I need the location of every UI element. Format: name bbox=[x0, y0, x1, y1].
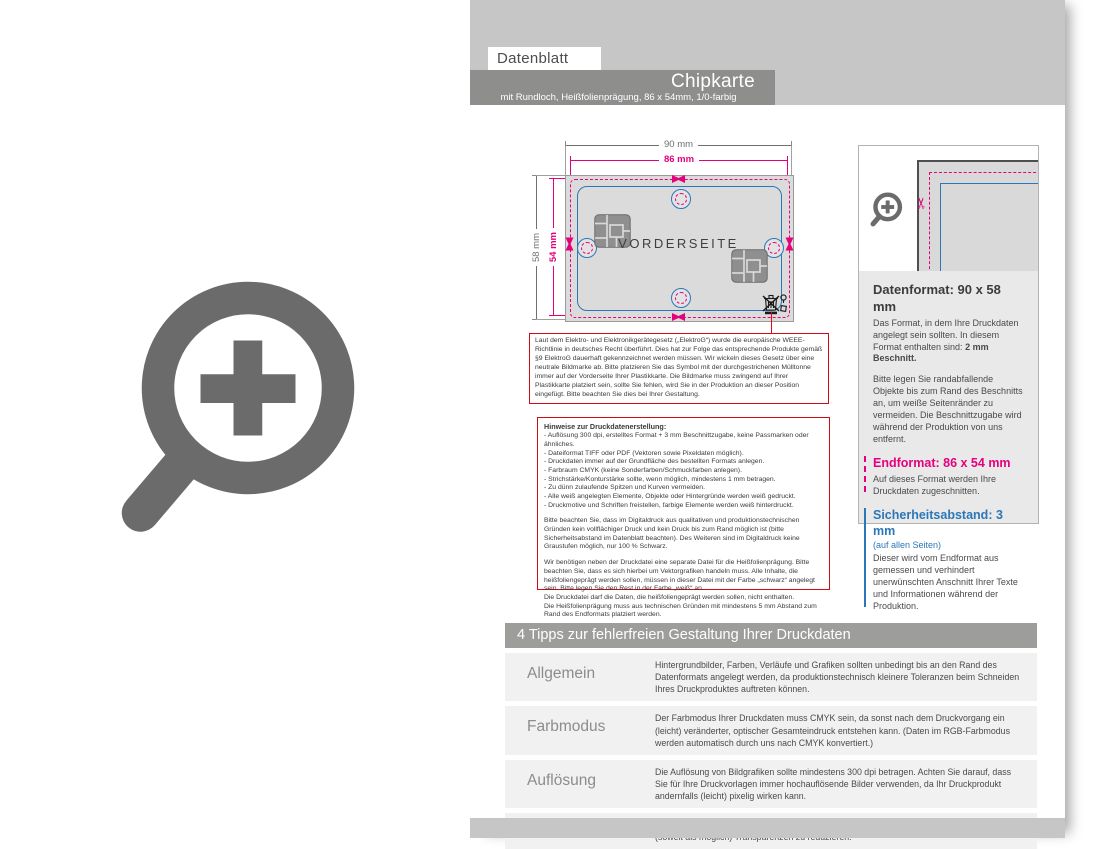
weee-note-box: Laut dem Elektro- und Elektronikgerätegesetz („ElektroG“) wurde die europäische WEEE-Richtlinie in deutsches Recht überführt. Dies hat zur Folge das entsprechende Produkte gemäß §9 ElektroG dauerhaft gekennzeichnet werden müssen. Wir wickeln dieses Gesetz über eine neutrale Bildmarke ab. Bitte platzieren Sie das Symbol mit der durchgestrichenen Mülltonne immer auf der Vorderseite Ihrer Plastikkarte. Die Bildmarke muss zwingend auf Ihrer Plastikkarte platziert sein, sollte Sie fehlen, wird Sie in der Produktion an dieser Position eingefügt. Bitte beachten Sie dies bei Ihrer Gestaltung. bbox=[529, 333, 829, 404]
tip-text: Der Farbmodus Ihrer Druckdaten muss CMYK sein, da sonst nach dem Druckvorgang ein (leicht) veränderter, optischer Gesamteindruck entstehen kann. (Daten im RGB-Farbmodus werden automatisch durch uns nach CMYK konvertiert.) bbox=[655, 713, 1010, 748]
note-bullet: - Alle weiß angelegten Elemente, Objekte oder Hintergründe werden weiß gedruckt. bbox=[544, 493, 796, 501]
note-bullet: - Auflösung 300 dpi, erstelltes Format + 3 mm Beschnittzugabe, keine Passmarken oder ähnliches. bbox=[544, 432, 809, 448]
endformat-marker-line bbox=[864, 456, 866, 492]
datenformat-bold-run: 2 mm Beschnitt. bbox=[873, 341, 989, 364]
datenformat-text-run: Das Format, in dem Ihre Druckdaten angelegt sein sollten. In diesem Format enthalten sind: bbox=[873, 317, 1019, 352]
endformat-title: Endformat: 86 x 54 mm bbox=[873, 456, 1011, 471]
format-info-text bbox=[859, 271, 1038, 611]
tip-row-aufloesung bbox=[505, 760, 1037, 808]
format-info-panel bbox=[858, 145, 1039, 611]
datasheet-page bbox=[470, 0, 1065, 838]
weee-pointer-line bbox=[771, 312, 772, 333]
note-bullet: - Druckdaten immer auf der Grundfläche des bestellten Formats anlegen. bbox=[544, 458, 765, 466]
tip-text: Hintergrundbilder, Farben, Verläufe und Grafiken sollten unbedingt bis an den Rand des Datenformats angelegt werden, da produktionstechnisch kleinere Toleranzen beim Schneiden Ihres Druckproduktes auftreten können. bbox=[655, 660, 1020, 695]
extension-line bbox=[536, 319, 565, 320]
note-bullet: - Farbraum CMYK (keine Sonderfarben/Schmuckfarben anlegen). bbox=[544, 466, 742, 474]
tips-header: 4 Tipps zur fehlerfreien Gestaltung Ihrer Druckdaten bbox=[505, 623, 1037, 648]
dimension-58mm-label: 58 mm bbox=[530, 232, 542, 263]
tip-text: Die Auflösung von Bildgrafiken sollte mindestens 300 dpi betragen. Achten Sie darauf, dass Sie für Ihre Druckvorlagen immer hochauflösende Bilder verwenden, da Ihr Druckprodukt andernfalls (leicht) pixelig wirken kann. bbox=[655, 766, 1012, 801]
note-paragraph: Wir benötigen neben der Druckdatei eine separate Datei für die Heißfolienprägung. Bitte beachten Sie, dass es sich hierbei um Vektorgrafiken handeln muss. Alle Inhalte, die heißfoliengeprägt werden sollen, müssen in dieser Datei mit der Farbe „schwarz“ angelegt sein. Bitte legen Sie den Rest in der Farbe „weiß“ an. bbox=[544, 559, 815, 593]
footer-band bbox=[470, 818, 1065, 838]
round-hole bbox=[671, 189, 691, 209]
endformat-text: Auf dieses Format werden Ihre Druckdaten zugeschnitten. bbox=[873, 473, 997, 496]
datenformat-text bbox=[873, 318, 1026, 366]
note-bullet: - Zu dünn zulaufende Spitzen und Kurven vermeiden. bbox=[544, 484, 705, 492]
tip-row-allgemein bbox=[505, 653, 1037, 701]
extension-line bbox=[536, 175, 565, 176]
datenformat-title: Datenformat: 90 x 58 mm bbox=[873, 282, 1001, 315]
corner-card bbox=[917, 160, 1038, 271]
note-paragraph: Bitte beachten Sie, dass im Digitaldruck aus qualitativen und produktionstechnischen Gründen kein vollflächiger Druck und kein Druck bis zum Rand möglich ist (bitte Sicherheitsabstand im Datenblatt beachten). Des Weiteren sind im Digitaldruck keine Graustufen möglich, nur 100 % Schwarz. bbox=[544, 517, 800, 551]
tips-section bbox=[505, 623, 1037, 849]
corner-safety-line bbox=[940, 183, 1038, 271]
notes-title: Hinweise zur Druckdatenerstellung: bbox=[544, 422, 667, 431]
tip-label: Farbmodus bbox=[527, 718, 606, 736]
datenformat-text2: Bitte legen Sie randabfallende Objekte bis zum Rand des Beschnitts an, um weiße Seitenränder zu vermeiden. Die Beschnittzugabe wird während der Produktion von uns entfernt. bbox=[873, 374, 1023, 445]
extension-line bbox=[565, 146, 566, 175]
tip-label: Auflösung bbox=[527, 771, 596, 789]
dimension-90mm bbox=[565, 140, 792, 150]
card-side-label: VORDERSEITE bbox=[618, 236, 739, 251]
dimension-86mm bbox=[570, 155, 788, 165]
zoom-plus-icon bbox=[118, 278, 368, 558]
corner-zoom-illustration bbox=[859, 146, 1038, 271]
dimension-86mm-label: 86 mm bbox=[663, 154, 695, 165]
tip-row-farbmodus bbox=[505, 706, 1037, 754]
zoom-plus-icon bbox=[869, 192, 905, 230]
sicherheitsabstand-block bbox=[873, 507, 1026, 613]
note-paragraph: Die Druckdatei darf die Daten, die heißfoliengeprägt werden sollen, nicht enthalten. bbox=[544, 593, 795, 601]
page-subtitle: mit Rundloch, Heißfolienprägung, 86 x 54mm, 1/0-farbig bbox=[500, 92, 737, 103]
sicherheitsabstand-text: Dieser wird vom Endformat aus gemessen und verhindert unerwünschten Anschnitt Ihrer Texte und Informationen während der Produktion. bbox=[873, 553, 1018, 611]
title-band bbox=[470, 70, 775, 105]
sicherheitsabstand-title: Sicherheitsabstand: 3 mm bbox=[873, 507, 1003, 539]
note-paragraph: Die Heißfolienprägung muss aus technischen Gründen mit mindestens 5 mm Abstand zum Rand des Endformats platziert werden. bbox=[544, 602, 817, 619]
dimension-90mm-label: 90 mm bbox=[663, 139, 694, 150]
dimension-54mm-label: 54 mm bbox=[547, 231, 559, 263]
extension-line bbox=[791, 146, 792, 175]
weee-crossed-bin-icon bbox=[762, 291, 788, 315]
sicherheitsabstand-marker-line bbox=[864, 508, 866, 607]
chip-contact-icon bbox=[731, 249, 768, 283]
datenblatt-tab: Datenblatt bbox=[488, 47, 601, 70]
scissors-icon: ✂ bbox=[913, 196, 931, 210]
round-hole bbox=[671, 288, 691, 308]
dimension-58mm bbox=[530, 175, 542, 320]
sicherheitsabstand-subtitle: (auf allen Seiten) bbox=[873, 540, 942, 551]
note-bullet: - Strichstärke/Konturstärke sollte, wenn möglich, mindestens 1 mm betragen. bbox=[544, 475, 776, 483]
note-bullet: - Druckmotive und Schriften freistellen, farbige Elemente werden weiß hinterdruckt. bbox=[544, 501, 794, 509]
endformat-block bbox=[873, 455, 1026, 498]
page-title: Chipkarte bbox=[670, 71, 755, 92]
tip-label: Allgemein bbox=[527, 665, 596, 682]
print-data-notes-box bbox=[537, 417, 830, 619]
dimension-54mm bbox=[547, 178, 559, 316]
note-bullet: - Dateiformat TIFF oder PDF (Vektoren sowie Pixeldaten möglich). bbox=[544, 449, 744, 457]
